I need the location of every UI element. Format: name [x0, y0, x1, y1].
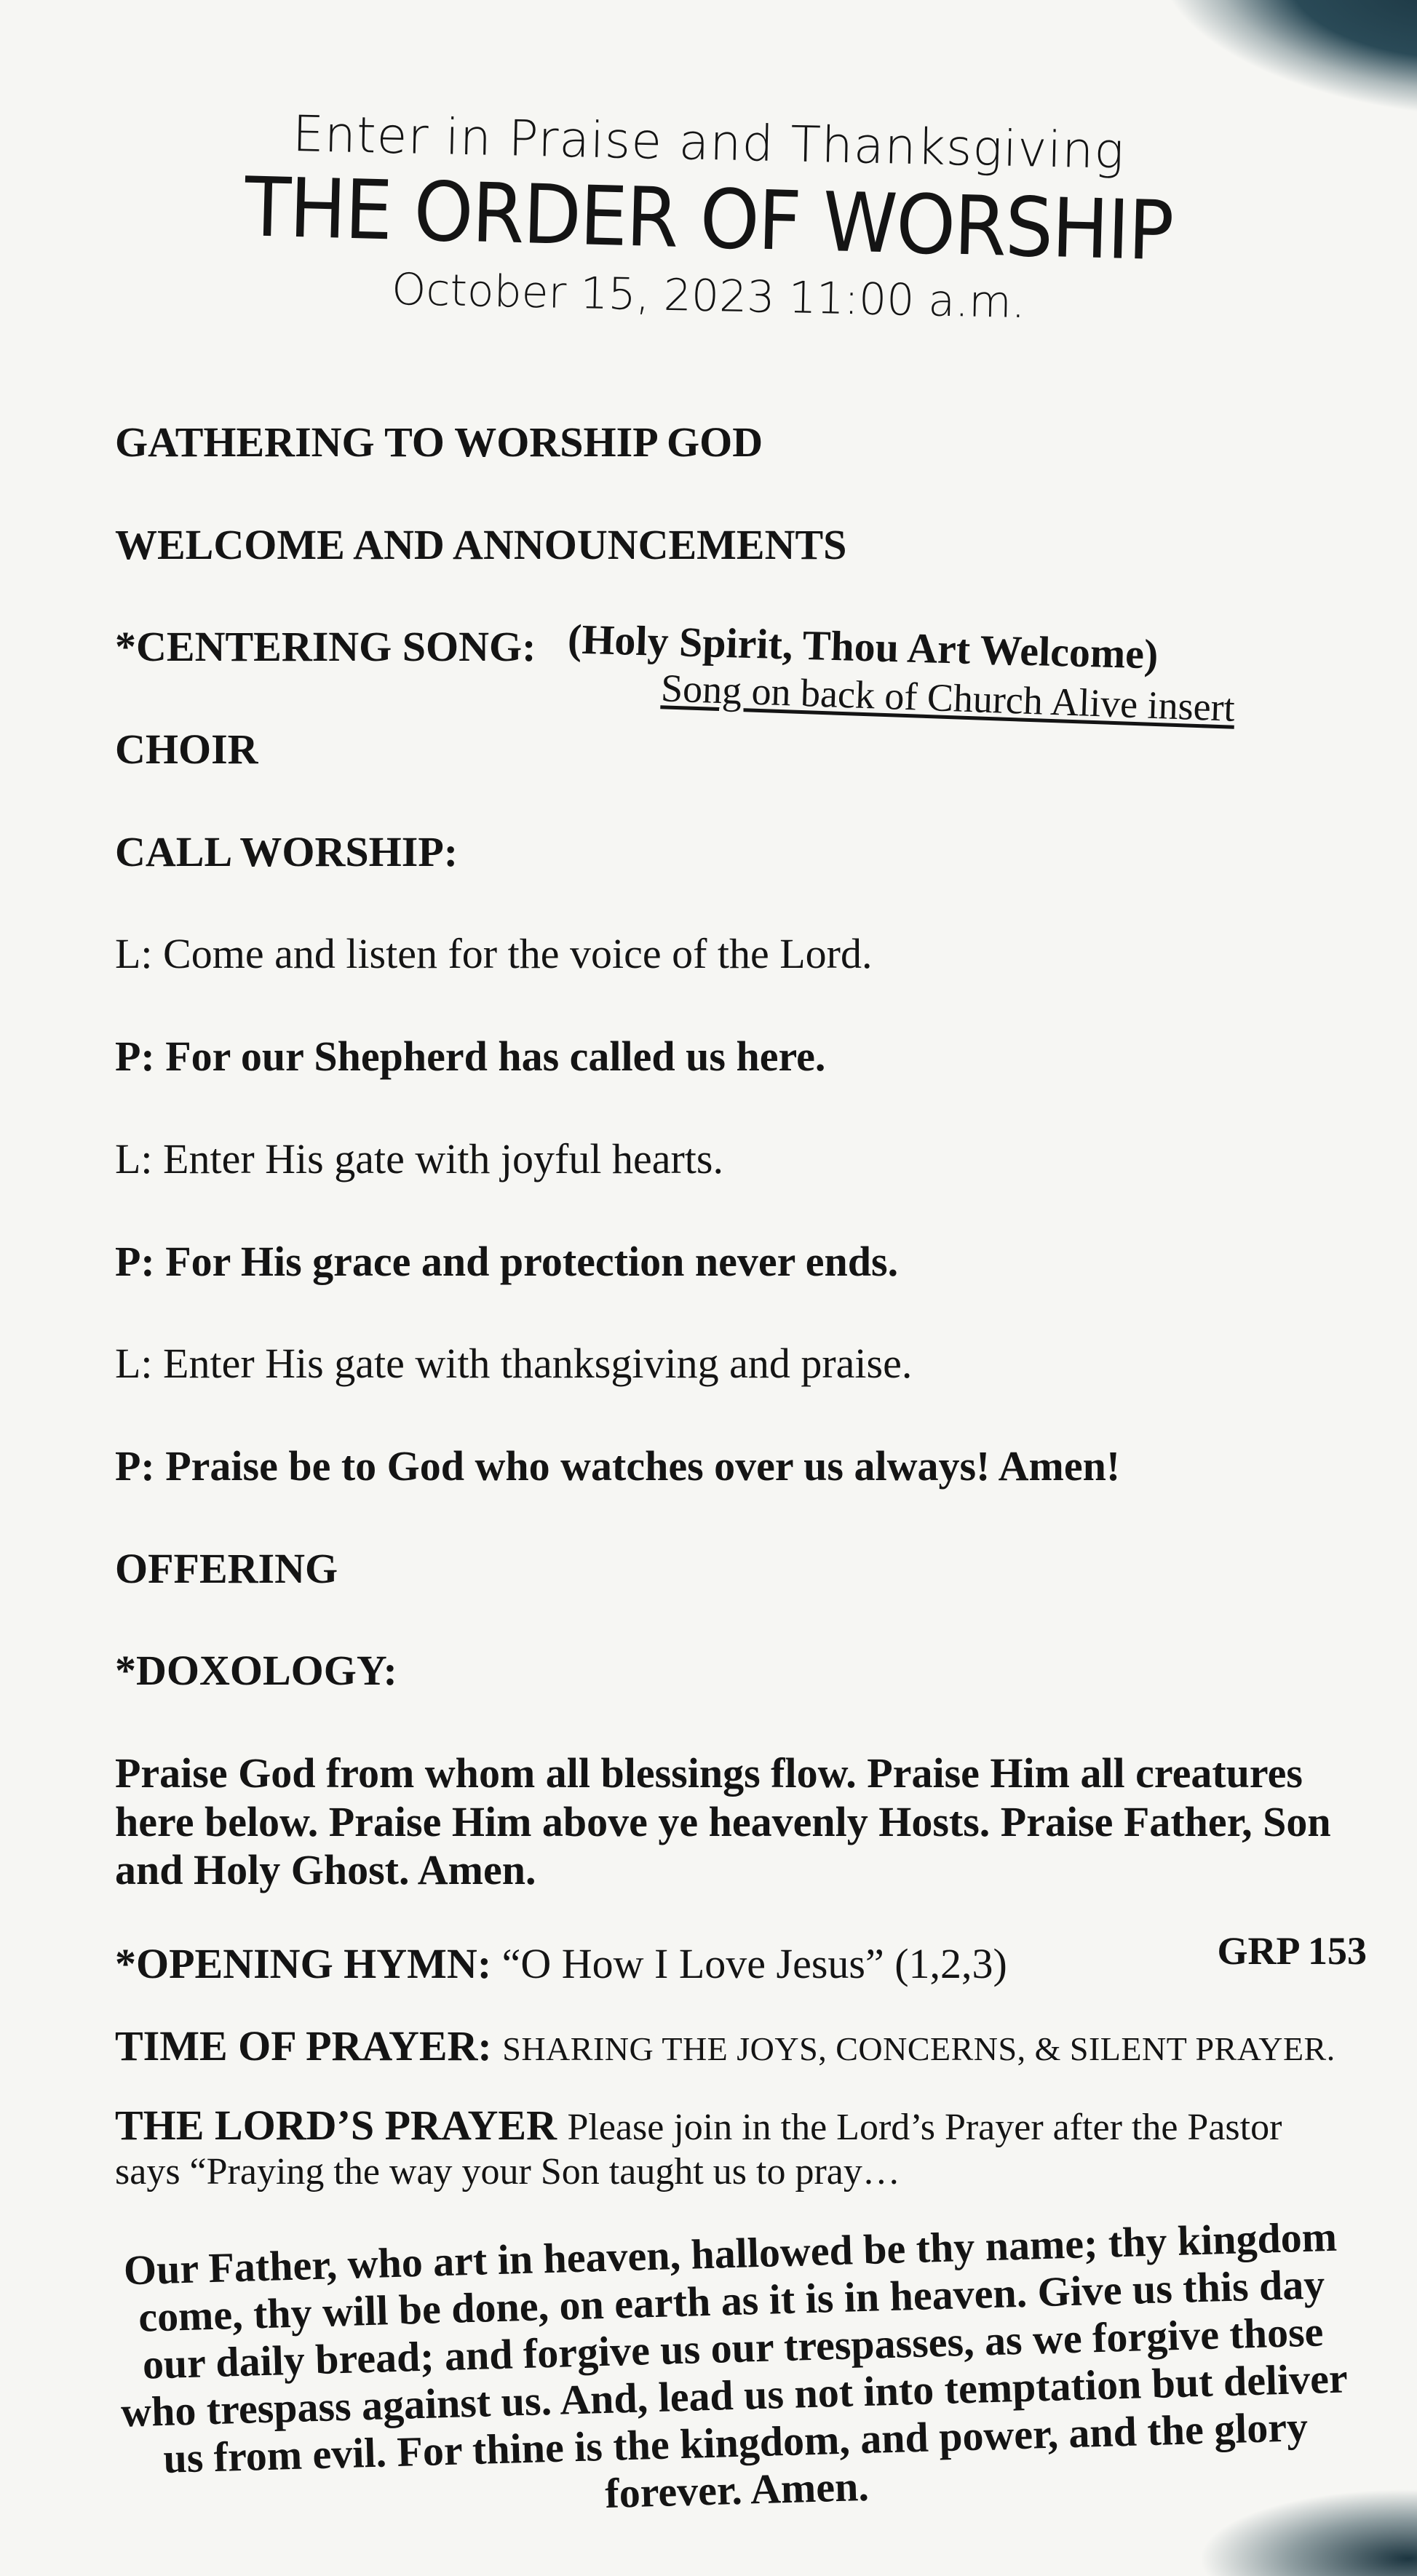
header-subtitle: Enter in Praise and Thanksgiving: [292, 106, 1125, 180]
opening-hymn-label: *OPENING HYMN:: [115, 1940, 492, 1987]
call-line-leader: L: Enter His gate with thanksgiving and praise.: [115, 1340, 913, 1388]
time-of-prayer-label: TIME OF PRAYER:: [115, 2022, 492, 2070]
section-choir: CHOIR: [115, 726, 258, 774]
section-welcome: WELCOME AND ANNOUNCEMENTS: [115, 520, 847, 568]
call-line-leader: L: Come and listen for the voice of the Lord.: [115, 930, 873, 978]
page-title: THE ORDER OF WORSHIP: [243, 159, 1174, 279]
order-of-service: [115, 418, 1367, 2517]
lords-prayer-intro: [115, 2104, 1338, 2193]
service-date: October 15, 2023 11:00 a.m.: [391, 263, 1026, 329]
section-gathering: GATHERING TO WORSHIP GOD: [115, 418, 763, 466]
call-line-people: P: For our Shepherd has called us here.: [115, 1033, 826, 1081]
centering-song-title: (Holy Spirit, Thou Art Welcome): [567, 615, 1159, 678]
opening-hymn: [115, 1940, 1367, 1989]
time-of-prayer: [115, 2022, 1367, 2071]
section-offering: OFFERING: [115, 1544, 338, 1592]
section-doxology: *DOXOLOGY:: [115, 1647, 397, 1695]
bulletin-header: [0, 106, 1417, 329]
opening-hymn-title: “O How I Love Jesus” (1,2,3): [501, 1940, 1007, 1987]
centering-song-label: *CENTERING SONG:: [115, 623, 536, 671]
lords-prayer-instruction: Please join in the Lord’s Prayer after the Pastor says “Praying the way your Son taught us to pray…: [115, 2107, 1282, 2193]
hymn-number: GRP 153: [1217, 1929, 1367, 1973]
time-of-prayer-text: SHARING THE JOYS, CONCERNS, & SILENT PRAYER.: [502, 2030, 1335, 2067]
lords-prayer-text: Our Father, who art in heaven, hallowed be thy name; thy kingdom come, thy will be done, on earth as it is in heaven. Give us this day our daily bread; and forgive us our trespasses, as we forgive those who trespass against us. And, lead us not into temptation but deliver us from evil. For thine is the kingdom, and power, and the glory forever. Amen.: [120, 2212, 1349, 2517]
centering-song: [115, 615, 1367, 678]
centering-song-row: [115, 615, 1367, 731]
call-line-people: P: For His grace and protection never ends.: [115, 1237, 899, 1285]
lords-prayer-label: THE LORD’S PRAYER: [115, 2102, 557, 2150]
section-call-worship: CALL WORSHIP:: [115, 827, 459, 875]
centering-song-note: Song on back of Church Alive insert: [660, 666, 1236, 731]
doxology-text: Praise God from whom all blessings flow. Praise Him all creatures here below. Praise Him above ye heavenly Hosts. Praise Father, Son and Holy Ghost. Amen.: [115, 1749, 1331, 1894]
call-line-leader: L: Enter His gate with joyful hearts.: [115, 1134, 723, 1182]
call-line-people: P: Praise be to God who watches over us always! Amen!: [115, 1442, 1121, 1490]
opening-hymn-row: [115, 1929, 1367, 1989]
